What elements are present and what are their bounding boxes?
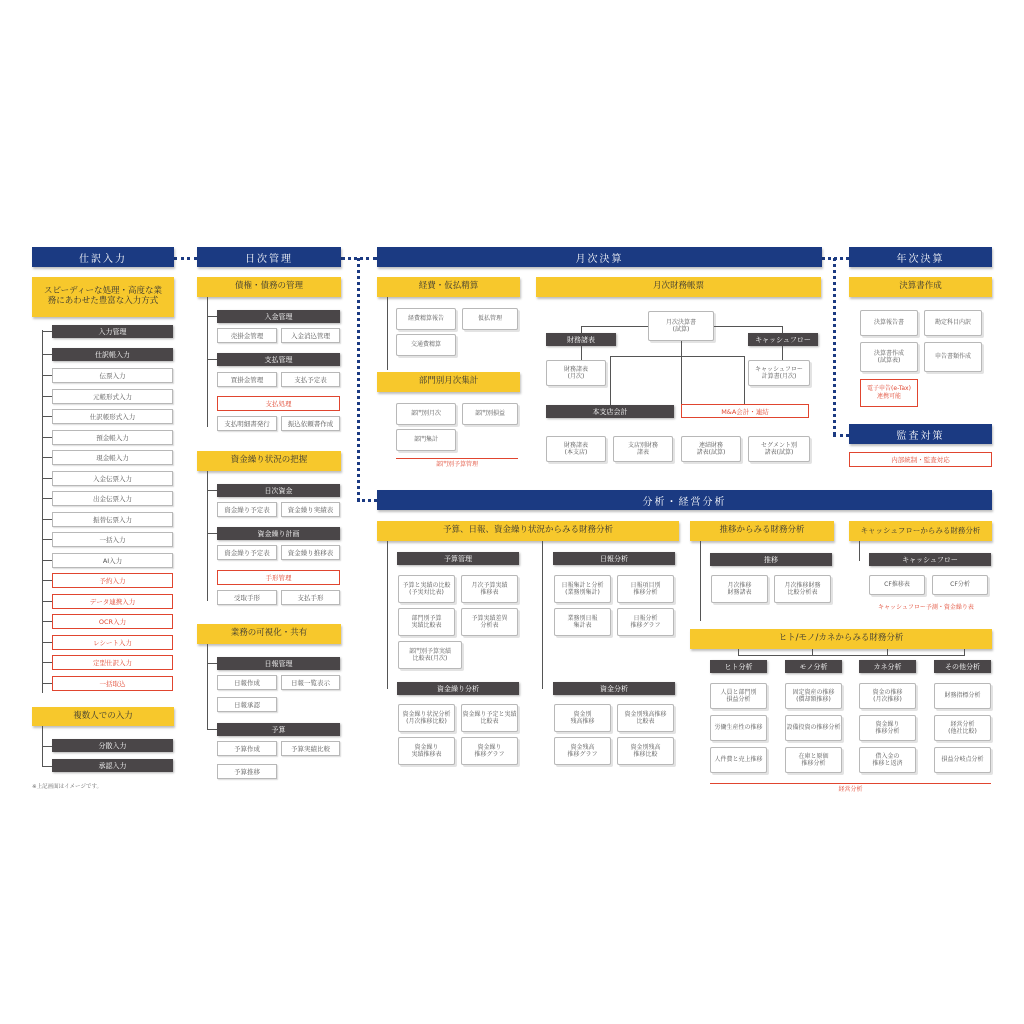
col1-input-item[interactable]: 出金伝票入力 [52,491,173,506]
col2-section-cashflow: 資金繰り状況の把握 [197,451,341,471]
col2-notes-mgmt[interactable]: 手形管理 [217,570,340,585]
col2-accounts-receivable[interactable]: 売掛金管理 [217,328,277,343]
col1-red-item[interactable]: 一括取込 [52,676,173,691]
col5-section-trend: 推移からみる財務分析 [690,521,834,541]
col3-dept-pl[interactable]: 部門別損益 [462,403,518,425]
col3-fs-by-branch[interactable]: 支店別財務 諸表 [613,436,673,462]
connector-1-2 [174,257,197,260]
col5-analysis-doc[interactable]: 固定資産の推移 (償却額推移) [785,683,842,709]
col5-analysis-doc[interactable]: 資金の推移 (月次推移) [859,683,916,709]
col2-header: 日次管理 [197,247,341,267]
col5-header: 分析・経営分析 [377,490,992,510]
col2-funds-plan[interactable]: 資金繰り予定表 [217,502,277,517]
col3-fs-segment[interactable]: セグメント別 諸表(試算) [748,436,810,462]
col2-budget-compare[interactable]: 予算実績比較 [281,741,340,756]
col3-section-department: 部門別月次集計 [377,372,520,392]
col1-multi-user-title: 複数人での入力 [32,707,174,726]
col2-budget-create[interactable]: 予算作成 [217,741,277,756]
col2-funds-plan-2[interactable]: 資金繰り予定表 [217,545,277,560]
col5-people-analysis: ヒト分析 [710,660,767,673]
col1-group-journal: 仕訳帳入力 [52,348,173,361]
connector-vert-left [357,258,360,501]
col5-section-people-goods-money: ヒト/モノ/カネからみる財務分析 [690,629,992,649]
col5-analysis-doc[interactable]: 損益分岐点分析 [934,747,991,773]
col1-red-item[interactable]: データ連携入力 [52,594,173,609]
connector-vert-right [833,258,836,435]
col1-input-item[interactable]: 伝票入力 [52,368,173,383]
col1-input-item[interactable]: AI入力 [52,553,173,568]
col5-budget-mgmt: 予算管理 [397,552,519,565]
col3-header: 月次決算 [377,247,822,267]
col3-mna-consolidation[interactable]: M&A会計・連結 [681,404,809,418]
col4-audit-note[interactable]: 内部統制・監査対応 [849,452,992,467]
col1-input-item[interactable]: 現金帳入力 [52,450,173,465]
col5-cash-status[interactable]: 資金繰り状況分析 (月次推移比較) [398,704,455,732]
col4-audit-header: 監査対策 [849,424,992,444]
col2-funds-trend[interactable]: 資金繰り推移表 [281,545,340,560]
col5-report-item-trend[interactable]: 日報項目別 推移分析 [617,575,674,603]
col5-funds-balance[interactable]: 資金別 残高推移 [554,704,611,732]
col3-section-monthly-reports: 月次財務帳票 [536,277,821,297]
col5-funds-trend-compare[interactable]: 資金別残高 推移比較 [617,737,674,765]
col5-cf-forecast-note: キャッシュフロー予測・資金繰り表 [878,604,974,611]
col1-input-item[interactable]: 仕訳帳形式入力 [52,409,173,424]
col4-closing-report[interactable]: 決算報告書 [860,310,918,336]
col2-notes-receivable[interactable]: 受取手形 [217,590,277,605]
col2-payment-mgmt: 支払管理 [217,353,340,366]
col3-branch-accounting: 本支店会計 [546,405,674,418]
col5-goods-analysis: モノ分析 [785,660,842,673]
col2-transfer-request[interactable]: 振込依頼書作成 [281,416,340,431]
col2-section-receivables: 債権・債務の管理 [197,277,341,297]
col5-other-analysis: その他分析 [934,660,991,673]
col5-daily-analysis: 日報分析 [553,552,675,565]
col1-distributed-input[interactable]: 分散入力 [52,739,173,752]
col1-group-input-mgmt: 入力管理 [52,325,173,338]
col5-report-graph[interactable]: 日報分析 推移グラフ [617,608,674,636]
col5-budget-trend[interactable]: 月次予算実績 推移表 [461,575,518,603]
col1-red-item[interactable]: 定型仕訳入力 [52,655,173,670]
col5-analysis-doc[interactable]: 人件費と売上推移 [710,747,767,773]
col5-cf-group: キャッシュフロー [869,553,991,566]
col5-trend-group: 推移 [710,553,832,566]
col2-accounts-payable[interactable]: 買掛金管理 [217,372,277,387]
col5-analysis-doc[interactable]: 労働生産性の推移 [710,715,767,741]
col5-dept-budget[interactable]: 部門別予算 実績比較表 [398,608,455,636]
col2-report-approve[interactable]: 日報承認 [217,697,277,712]
col2-funds-actual[interactable]: 資金繰り実績表 [281,502,340,517]
col5-monthly-compare[interactable]: 月次推移財務 比較分析表 [774,575,831,603]
col2-daily-funds: 日次資金 [217,484,340,497]
col4-account-details[interactable]: 勘定科目内訳 [924,310,982,336]
col2-payment-statement[interactable]: 支払明細書発行 [217,416,277,431]
col2-report-list[interactable]: 日報一覧表示 [281,675,340,690]
col2-report-create[interactable]: 日報作成 [217,675,277,690]
col1-input-item[interactable]: 一括入力 [52,532,173,547]
connector-to-audit [833,434,849,437]
col1-footnote: ※上記画面はイメージです。 [32,784,103,790]
col1-header: 仕訳入力 [32,247,174,267]
col3-dept-budget-note: 部門別予算管理 [435,461,478,468]
col5-cash-graph[interactable]: 資金繰り 推移グラフ [461,737,518,765]
col3-expense-report[interactable]: 経費精算報告 [396,308,456,330]
col2-notes-payable[interactable]: 支払手形 [281,590,340,605]
col5-report-summary[interactable]: 日報集計と分析 (業務別集計) [554,575,611,603]
col5-analysis-doc[interactable]: 在庫と原価 推移分析 [785,747,842,773]
col3-section-expenses: 経費・仮払精算 [377,277,520,297]
connector-to-analysis [357,499,377,502]
col5-cash-analysis: 資金繰り分析 [397,682,519,695]
col3-monthly-trial[interactable]: 月次決算書 (試算) [648,311,714,341]
col5-report-business[interactable]: 業務別日報 集計表 [554,608,611,636]
col5-funds-analysis: 資金分析 [553,682,675,695]
col3-cf-monthly[interactable]: キャッシュフロー 計算書(月次) [748,360,810,386]
col1-input-item[interactable]: 元帳形式入力 [52,389,173,404]
col2-daily-report: 日報管理 [217,657,340,670]
col1-input-item[interactable]: 入金伝票入力 [52,471,173,486]
col3-fs-monthly[interactable]: 財務諸表 (月次) [546,360,606,386]
col1-red-item[interactable]: 予約入力 [52,573,173,588]
col5-management-analysis-note: 経営分析 [838,786,863,793]
col2-receipt-mgmt: 入金管理 [217,310,340,323]
col3-dept-summary[interactable]: 部門集計 [396,429,456,451]
col2-section-visualization: 業務の可視化・共有 [197,624,341,644]
col5-analysis-doc[interactable]: 借入金の 推移と返済 [859,747,916,773]
col2-budget-trend[interactable]: 予算推移 [217,764,277,779]
col1-input-item[interactable]: 預金帳入力 [52,430,173,445]
col5-analysis-doc[interactable]: 財務指標分析 [934,683,991,709]
col3-fs-consolidated[interactable]: 連結財務 諸表(試算) [681,436,741,462]
col1-red-item[interactable]: OCR入力 [52,614,173,629]
col5-funds-compare[interactable]: 資金別残高推移 比較表 [617,704,674,732]
col1-input-item[interactable]: 振替伝票入力 [52,512,173,527]
col5-cf-analysis[interactable]: CF分析 [932,575,988,595]
col3-travel-expense[interactable]: 交通費精算 [396,334,456,356]
col4-tax-filing[interactable]: 申告書類作成 [924,342,982,372]
col2-payment-matching[interactable]: 入金消込管理 [281,328,340,343]
col4-section-statements: 決算書作成 [849,277,992,297]
col5-analysis-doc[interactable]: 資金繰り 推移分析 [859,715,916,741]
col4-header: 年次決算 [849,247,992,267]
col1-tree-line [42,330,43,693]
col3-cashflow-group: キャッシュフロー [748,333,818,346]
col5-cash-actual-trend[interactable]: 資金繰り 実績推移表 [398,737,455,765]
col3-fs-branch[interactable]: 財務諸表 (本支店) [546,436,606,462]
col5-section-cashflow: キャッシュフローからみる財務分析 [849,521,992,541]
col4-statement-create[interactable]: 決算書作成 (試算表) [860,342,918,372]
col3-advance-mgmt[interactable]: 仮払管理 [462,308,518,330]
col3-dept-monthly[interactable]: 部門別月次 [396,403,456,425]
col5-analysis-doc[interactable]: 経営分析 (他社比較) [934,715,991,741]
col5-dept-budget-monthly[interactable]: 部門別予算実績 比較表(月次) [398,641,462,669]
col4-etax-note: 電子申告(e-Tax) 連携可能 [860,379,918,407]
col5-cash-plan-actual[interactable]: 資金繰り予定と実績 比較表 [461,704,518,732]
col5-funds-graph[interactable]: 資金残高 推移グラフ [554,737,611,765]
col5-analysis-doc[interactable]: 設備投資の推移分析 [785,715,842,741]
col2-payment-schedule[interactable]: 支払予定表 [281,372,340,387]
col2-budget: 予算 [217,723,340,736]
col5-budget-actual[interactable]: 予算と実績の比較 (予実対比表) [398,575,455,603]
col1-red-item[interactable]: レシート入力 [52,635,173,650]
col5-cf-trend[interactable]: CF推移表 [869,575,925,595]
col5-monthly-fs[interactable]: 月次推移 財務諸表 [711,575,768,603]
col2-payment-processing[interactable]: 支払処理 [217,396,340,411]
col5-section-budget-analysis: 予算、日報、資金繰り状況からみる財務分析 [377,521,679,541]
col5-money-analysis: カネ分析 [859,660,916,673]
col1-approval-input[interactable]: 承認入力 [52,759,173,772]
col5-budget-variance[interactable]: 予算実績差異 分析表 [461,608,518,636]
col5-analysis-doc[interactable]: 人員と部門別 損益分析 [710,683,767,709]
col2-funds-planning: 資金繰り計画 [217,527,340,540]
col1-subtitle: スピーディーな処理・高度な業務にあわせた豊富な入力方式 [32,277,174,317]
col3-financial-statements-group: 財務諸表 [546,333,616,346]
